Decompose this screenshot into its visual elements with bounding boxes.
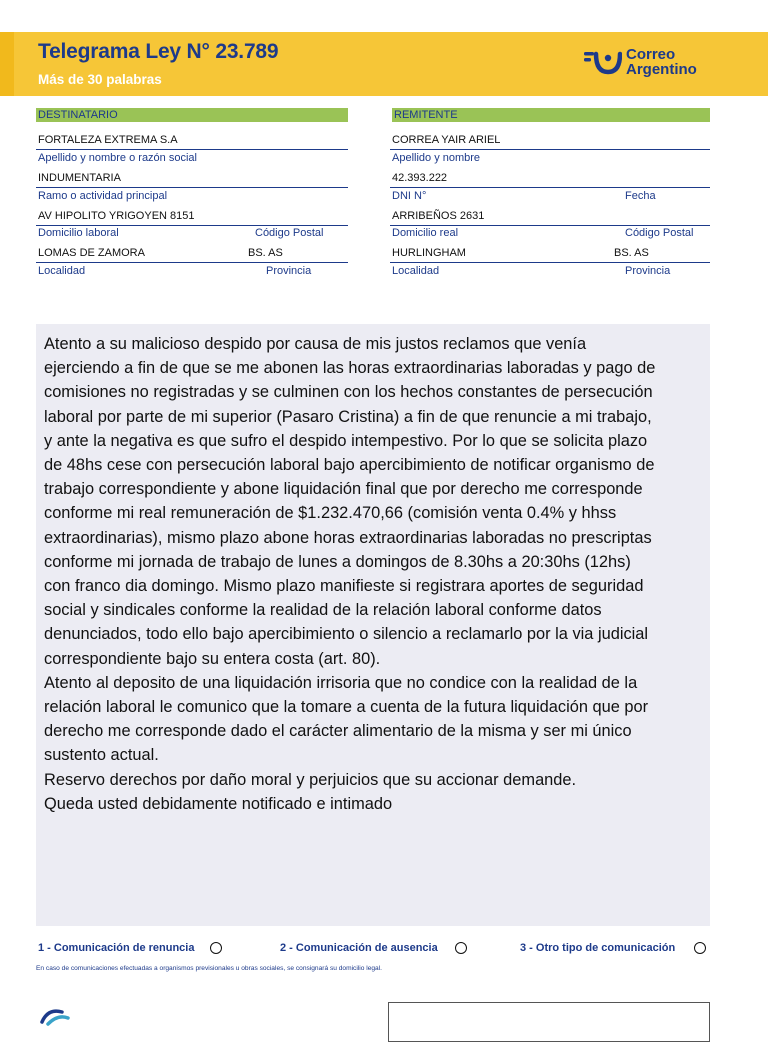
remitente-address-value: ARRIBEÑOS 2631 [392,210,485,222]
option-otro-label: 3 - Otro tipo de comunicación [520,942,676,954]
header-accent-strip [0,32,14,96]
remitente-postal-label: Código Postal [625,227,694,239]
divider [36,187,348,188]
destinatario-province-label: Provincia [266,265,312,277]
destinatario-province-value: BS. AS [248,247,283,259]
message-body [36,324,710,926]
message-text: Atento a su malicioso despido por causa de mis justos reclamos que venía ejerciendo a fin de que se me abonen las horas extraordinarias laboradas y pago de comisiones no registradas y se culminen con los hechos constantes de persecución laboral por parte de mi superior (Pasaro Cristina) a fin de que renuncie a mi trabajo, y ante la negativa es que sufro el despido intempestivo. Por lo que se solicita plazo de 48hs cese con persecución laboral bajo apercibimiento de notificar organismo de trabajo correspondiente y abone liquidación final que por derecho me corresponde conforme mi real remuneración de $1.232.470,66 (comisión venta 0.4% y hhss extraordinarias), mismo plazo abone horas extraordinarias laboradas no prescriptas conforme mi jornada de trabajo de lunes a domingos de 8.30hs a 20:30hs (12hs) con franco dia domingo. Mismo plazo manifieste si registrara aportes de seguridad social y sindicales conforme la realidad de la relación laboral conforme datos denunciados, todo ello bajo apercibimiento o silencio a reclamarlo por la via judicial correspondiente bajo su entera costa (art. 80). Atento al deposito de una liquidación irrisoria que no condice con la realidad de la relación laboral le comunico que la tomare a cuenta de la futura liquidación que por derecho me corresponde dado el carácter alimentario de la misma y ser mi único sustento actual. Reservo derechos por daño moral y perjuicios que su accionar demande. Queda usted debidamente notificado e intimado [44,335,656,813]
destinatario-name-label: Apellido y nombre o razón social [38,152,197,164]
remitente-address-label: Domicilio real [392,227,459,239]
destinatario-address-value: AV HIPOLITO YRIGOYEN 8151 [38,210,195,222]
remitente-heading: REMITENTE [392,108,710,122]
destinatario-activity-label: Ramo o actividad principal [38,190,168,202]
destinatario-activity-value: INDUMENTARIA [38,172,121,184]
destinatario-heading: DESTINATARIO [36,108,348,122]
remitente-dni-label: DNI N° [392,190,427,202]
logo-text-line2: Argentino [626,61,697,78]
signature-box[interactable] [388,1002,710,1042]
logo-text [626,47,697,77]
divider [36,225,348,226]
remitente-province-value: BS. AS [614,247,649,259]
destinatario-postal-label: Código Postal [255,227,324,239]
logo-text-line1: Correo [626,46,676,63]
divider [36,262,348,263]
option-otro-radio[interactable] [694,942,706,954]
correo-argentino-logo [582,44,722,84]
remitente-name-label: Apellido y nombre [392,152,481,164]
page-title: Telegrama Ley N° 23.789 [38,40,279,63]
option-renuncia-radio[interactable] [210,942,222,954]
correo-logo-icon [582,44,622,78]
correo-small-logo-icon [38,1006,72,1026]
remitente-locality-value: HURLINGHAM [392,247,466,259]
option-ausencia-label: 2 - Comunicación de ausencia [280,942,438,954]
destinatario-name-value: FORTALEZA EXTREMA S.A [38,134,178,146]
option-renuncia-label: 1 - Comunicación de renuncia [38,942,195,954]
destinatario-address-label: Domicilio laboral [38,227,119,239]
option-ausencia-radio[interactable] [455,942,467,954]
remitente-province-label: Provincia [625,265,671,277]
remitente-dni-value: 42.393.222 [392,172,448,184]
divider [390,262,710,263]
destinatario-locality-label: Localidad [38,265,86,277]
divider [390,225,710,226]
divider [390,187,710,188]
divider [36,149,348,150]
remitente-name-value: CORREA YAIR ARIEL [392,134,501,146]
destinatario-locality-value: LOMAS DE ZAMORA [38,247,145,259]
page-subtitle: Más de 30 palabras [38,72,162,87]
remitente-date-label: Fecha [625,190,656,202]
footnote: En caso de comunicaciones efectuadas a organismos previsionales u obras sociales, se consignará su domicilio legal. [36,965,382,972]
remitente-locality-label: Localidad [392,265,440,277]
divider [390,149,710,150]
